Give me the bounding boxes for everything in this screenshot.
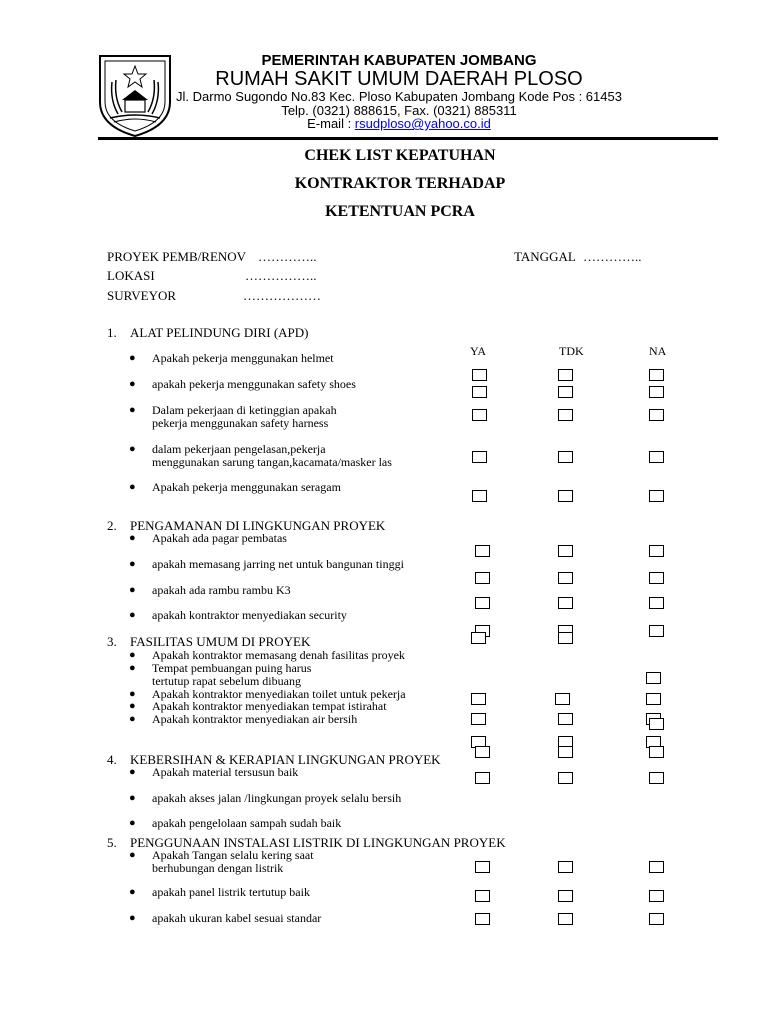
project-label: PROYEK PEMB/RENOV (107, 249, 247, 264)
checkbox-tdk[interactable] (558, 386, 573, 398)
bullet-icon: ● (129, 849, 136, 861)
location-value[interactable]: …………….. (245, 268, 317, 283)
location-label: LOKASI (107, 268, 155, 283)
checkbox-ya[interactable] (475, 572, 490, 584)
checklist-item (129, 608, 347, 622)
doc-title-3: KETENTUAN PCRA (325, 203, 475, 220)
checkbox-tdk[interactable] (558, 772, 573, 784)
checkbox-tdk[interactable] (558, 713, 573, 725)
hospital-contact (0, 90, 768, 131)
bullet-icon: ● (129, 912, 136, 924)
item-text: apakah ukuran kabel sesuai standar (152, 911, 322, 925)
item-text: apakah kontraktor menyediakan security (152, 608, 347, 622)
bullet-icon: ● (129, 609, 136, 621)
checkbox-tdk[interactable] (555, 693, 570, 705)
bullet-icon: ● (129, 532, 136, 544)
checkbox-ya[interactable] (475, 913, 490, 925)
checkbox-tdk[interactable] (558, 572, 573, 584)
section-3-title: FASILITAS UMUM DI PROYEK (130, 634, 311, 649)
bullet-icon: ● (129, 817, 136, 829)
checkbox-ya[interactable] (475, 772, 490, 784)
checklist-item (129, 403, 337, 430)
checkbox-tdk[interactable] (558, 409, 573, 421)
item-text: Apakah kontraktor menyediakan air bersih (152, 712, 358, 726)
checkbox-tdk[interactable] (558, 490, 573, 502)
item-text: Apakah kontraktor menyediakan toilet untuk pekerja (152, 687, 406, 701)
bullet-icon: ● (129, 662, 136, 674)
checkbox-ya[interactable] (475, 545, 490, 557)
checklist-item (129, 712, 358, 726)
column-header-tdk: TDK (559, 344, 584, 358)
section-2-title: PENGAMANAN DI LINGKUNGAN PROYEK (130, 518, 386, 533)
section-2-number: 2. (107, 518, 117, 533)
checklist-item (129, 442, 392, 469)
checkbox-ya[interactable] (475, 890, 490, 902)
checkbox-ya[interactable] (471, 632, 486, 644)
checkbox-ya[interactable] (472, 369, 487, 381)
item-text: Apakah ada pagar pembatas (152, 531, 287, 545)
checkbox-tdk[interactable] (558, 632, 573, 644)
bullet-icon: ● (129, 700, 136, 712)
section-1-title: ALAT PELINDUNG DIRI (APD) (130, 325, 309, 340)
section-5-number: 5. (107, 835, 117, 850)
item-text: Apakah kontraktor memasang denah fasilitas proyek (152, 648, 405, 662)
checklist-item (129, 531, 287, 545)
item-text: apakah pengelolaan sampah sudah baik (152, 816, 342, 830)
item-text: dalam pekerjaan pengelasan,pekerja menggunakan sarung tangan,kacamata/masker las (152, 442, 392, 469)
checkbox-ya[interactable] (475, 746, 490, 758)
bullet-icon: ● (129, 886, 136, 898)
checkbox-tdk[interactable] (558, 369, 573, 381)
checkbox-na[interactable] (649, 369, 664, 381)
checkbox-na[interactable] (649, 545, 664, 557)
bullet-icon: ● (129, 649, 136, 661)
doc-title-1: CHEK LIST KEPATUHAN (304, 147, 496, 164)
bullet-icon: ● (129, 378, 136, 390)
date-label: TANGGAL (514, 249, 576, 264)
checkbox-tdk[interactable] (558, 861, 573, 873)
doc-title-2: KONTRAKTOR TERHADAP (294, 175, 506, 192)
checkbox-tdk[interactable] (558, 545, 573, 557)
checkbox-ya[interactable] (472, 451, 487, 463)
checklist-item (129, 911, 322, 925)
bullet-icon: ● (129, 766, 136, 778)
checkbox-na[interactable] (649, 772, 664, 784)
checkbox-ya[interactable] (471, 693, 486, 705)
email-link[interactable]: rsudploso@yahoo.co.id (354, 116, 491, 131)
email-line (30, 117, 768, 131)
checkbox-ya[interactable] (475, 861, 490, 873)
checklist-item (129, 791, 402, 805)
bullet-icon: ● (129, 558, 136, 570)
section-1-number: 1. (107, 325, 117, 340)
checklist-item (129, 848, 314, 875)
checklist-item (129, 557, 404, 571)
bullet-icon: ● (129, 584, 136, 596)
item-text: apakah panel listrik tertutup baik (152, 885, 310, 899)
checkbox-tdk[interactable] (558, 890, 573, 902)
checkbox-na[interactable] (649, 746, 664, 758)
bullet-icon: ● (129, 443, 136, 455)
checkbox-ya[interactable] (472, 409, 487, 421)
bullet-icon: ● (129, 713, 136, 725)
bullet-icon: ● (129, 481, 136, 493)
checkbox-na[interactable] (649, 861, 664, 873)
bullet-icon: ● (129, 792, 136, 804)
hospital-name: RUMAH SAKIT UMUM DAERAH PLOSO (215, 68, 583, 90)
checkbox-ya[interactable] (472, 490, 487, 502)
checkbox-na[interactable] (649, 451, 664, 463)
checklist-item (129, 480, 341, 494)
checkbox-na[interactable] (649, 490, 664, 502)
item-text: Apakah pekerja menggunakan seragam (152, 480, 341, 494)
item-text: Dalam pekerjaan di ketinggian apakah pekerja menggunakan safety harness (152, 403, 337, 430)
checkbox-na[interactable] (649, 890, 664, 902)
checkbox-na[interactable] (649, 625, 664, 637)
checkbox-tdk[interactable] (558, 913, 573, 925)
column-header-ya: YA (470, 344, 487, 358)
checkbox-na[interactable] (649, 572, 664, 584)
checkbox-ya[interactable] (475, 597, 490, 609)
item-text: apakah pekerja menggunakan safety shoes (152, 377, 356, 391)
item-text: apakah akses jalan /lingkungan proyek selalu bersih (152, 791, 402, 805)
checkbox-ya[interactable] (471, 713, 486, 725)
address-line: Jl. Darmo Sugondo No.83 Kec. Ploso Kabupaten Jombang Kode Pos : 61453 (176, 89, 622, 104)
checklist-item (129, 377, 356, 391)
email-label: E-mail : (307, 116, 355, 131)
item-text: Apakah material tersusun baik (152, 765, 299, 779)
checkbox-ya[interactable] (472, 386, 487, 398)
project-value[interactable]: ………….. (258, 249, 317, 264)
checkbox-na[interactable] (646, 672, 661, 684)
phone-line: Telp. (0321) 888615, Fax. (0321) 885311 (281, 102, 517, 118)
checkbox-na[interactable] (649, 386, 664, 398)
header-divider (98, 137, 718, 140)
checkbox-na[interactable] (649, 913, 664, 925)
checkbox-tdk[interactable] (558, 746, 573, 758)
checklist-item (129, 351, 334, 365)
checklist-item (129, 661, 312, 688)
checklist-item (129, 816, 342, 830)
bullet-icon: ● (129, 352, 136, 364)
item-text: Apakah pekerja menggunakan helmet (152, 351, 334, 365)
surveyor-label: SURVEYOR (107, 288, 177, 303)
bullet-icon: ● (129, 404, 136, 416)
checkbox-na[interactable] (646, 693, 661, 705)
section-4-title: KEBERSIHAN & KERAPIAN LINGKUNGAN PROYEK (130, 752, 441, 767)
checkbox-na[interactable] (649, 597, 664, 609)
checkbox-na[interactable] (649, 409, 664, 421)
checklist-item (129, 765, 299, 779)
checkbox-na[interactable] (649, 718, 664, 730)
checklist-item (129, 885, 310, 899)
checkbox-tdk[interactable] (558, 451, 573, 463)
bullet-icon: ● (129, 688, 136, 700)
checklist-item (129, 583, 291, 597)
item-text: Tempat pembuangan puing harus tertutup rapat sebelum dibuang (152, 661, 312, 688)
item-text: Apakah kontraktor menyediakan tempat istirahat (152, 699, 387, 713)
date-value[interactable]: ………….. (583, 249, 642, 264)
surveyor-value[interactable]: ……………… (243, 288, 321, 303)
section-4-number: 4. (107, 752, 117, 767)
checkbox-tdk[interactable] (558, 597, 573, 609)
item-text: apakah ada rambu rambu K3 (152, 583, 291, 597)
section-5-title: PENGGUNAAN INSTALASI LISTRIK DI LINGKUNGAN PROYEK (130, 835, 506, 850)
section-3-number: 3. (107, 634, 117, 649)
column-header-na: NA (649, 344, 667, 358)
item-text: Apakah Tangan selalu kering saat berhubungan dengan listrik (152, 848, 314, 875)
item-text: apakah memasang jarring net untuk bangunan tinggi (152, 557, 404, 571)
government-name: PEMERINTAH KABUPATEN JOMBANG (261, 52, 537, 69)
